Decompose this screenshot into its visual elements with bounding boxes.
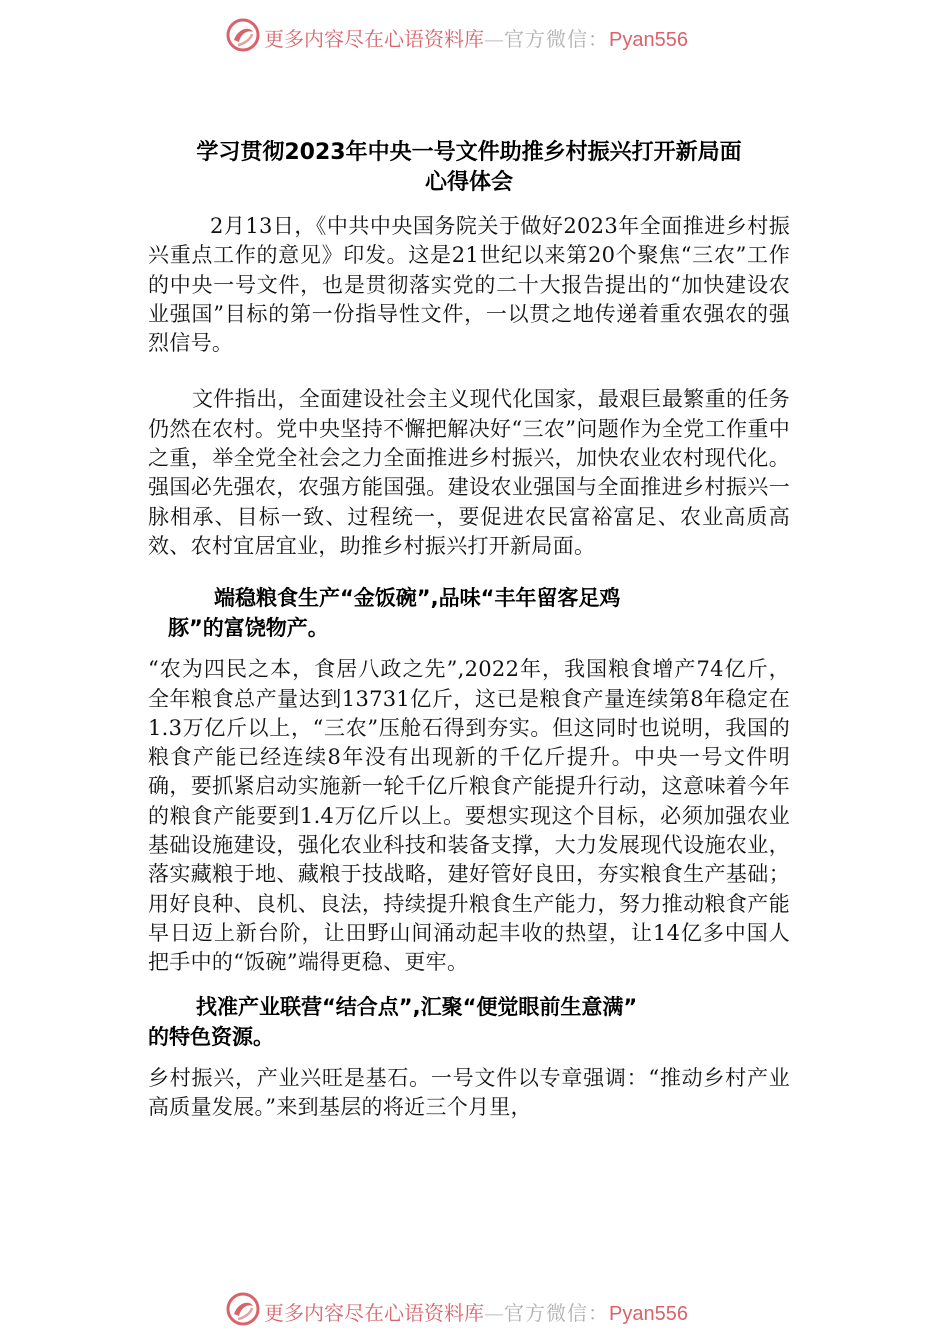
section-heading-2-line1: 找准产业联营“结合点”,汇聚“便觉眼前生意满” bbox=[196, 994, 638, 1019]
watermark-banner-top bbox=[0, 16, 950, 56]
section-heading-1-line1: 端稳粮食生产“金饭碗”,品味“丰年留客足鸡 bbox=[214, 586, 621, 611]
paragraph-2: 文件指出，全面建设社会主义现代化国家，最艰巨最繁重的任务仍然在农村。党中央坚持不懈把解决好“三农”问题作为全党工作重中之重，举全党全社会之力全面推进乡村振兴，加快农业农村现代化。强国必先强农，农强方能国强。建设农业强国与全面推进乡村振兴一脉相承、目标一致、过程统一，要促进农民富裕富足、农业高质高效、农村宜居宜业，助推乡村振兴打开新局面。 bbox=[148, 387, 790, 558]
red-swirl-logo-icon bbox=[226, 18, 260, 52]
document-title-line1: 学习贯彻2023年中央一号文件助推乡村振兴打开新局面 bbox=[196, 140, 742, 165]
paragraph-3: “农为四民之本，食居八政之先”,2022年，我国粮食增产74亿斤，全年粮食总产量达到13731亿斤，这已是粮食产量连续第8年稳定在1.3万亿斤以上，“三农”压舱石得到夯实。但这同时也说明，我国的粮食产能已经连续8年没有出现新的千亿斤提升。中央一号文件明确，要抓紧启动实施新一轮千亿斤粮食产能提升行动，这意味着今年的粮食产能要到1.4万亿斤以上。要想实现这个目标，必须加强农业基础设施建设，强化农业科技和装备支撑，大力发展现代设施农业，落实藏粮于地、藏粮于技战略，建好管好良田，夯实粮食生产基础；用好良种、良机、良法，持续提升粮食生产能力，努力推动粮食产能早日迈上新台阶，让田野山间涌动起丰收的热望，让14亿多中国人把手中的“饭碗”端得更稳、更牢。 bbox=[148, 657, 790, 975]
document-title-line2: 心得体会 bbox=[424, 170, 513, 195]
watermark-dash: — bbox=[484, 27, 504, 51]
paragraph-1: 2月13日，《中共中央国务院关于做好2023年全面推进乡村振兴重点工作的意见》印发。这是21世纪以来第20个聚焦“三农”工作的中央一号文件，也是贯彻落实党的二十大报告提出的“加快建设农业强国”目标的第一份指导性文件，一以贯之地传递着重农强农的强烈信号。 bbox=[148, 214, 790, 356]
watermark-wechat-handle: Pyan556 bbox=[609, 1303, 688, 1325]
watermark-wechat-label: 官方微信： bbox=[504, 27, 609, 51]
watermark-wechat-handle: Pyan556 bbox=[609, 29, 688, 51]
watermark-site: 更多内容尽在心语资料库 bbox=[264, 1301, 484, 1325]
section-heading-2-line2: 的特色资源。 bbox=[148, 1024, 274, 1049]
red-swirl-logo-icon bbox=[226, 1292, 260, 1326]
watermark-dash: — bbox=[484, 1301, 504, 1325]
watermark-banner-bottom bbox=[0, 1290, 950, 1330]
section-heading-1-line2: 豚”的富饶物产。 bbox=[168, 616, 329, 641]
watermark-text bbox=[264, 1297, 688, 1326]
watermark-text bbox=[264, 23, 688, 52]
watermark-wechat-label: 官方微信： bbox=[504, 1301, 609, 1325]
paragraph-4: 乡村振兴，产业兴旺是基石。一号文件以专章强调：“推动乡村产业高质量发展。”来到基层的将近三个月里， bbox=[148, 1065, 790, 1119]
watermark-site: 更多内容尽在心语资料库 bbox=[264, 27, 484, 51]
document-page bbox=[148, 138, 790, 1122]
